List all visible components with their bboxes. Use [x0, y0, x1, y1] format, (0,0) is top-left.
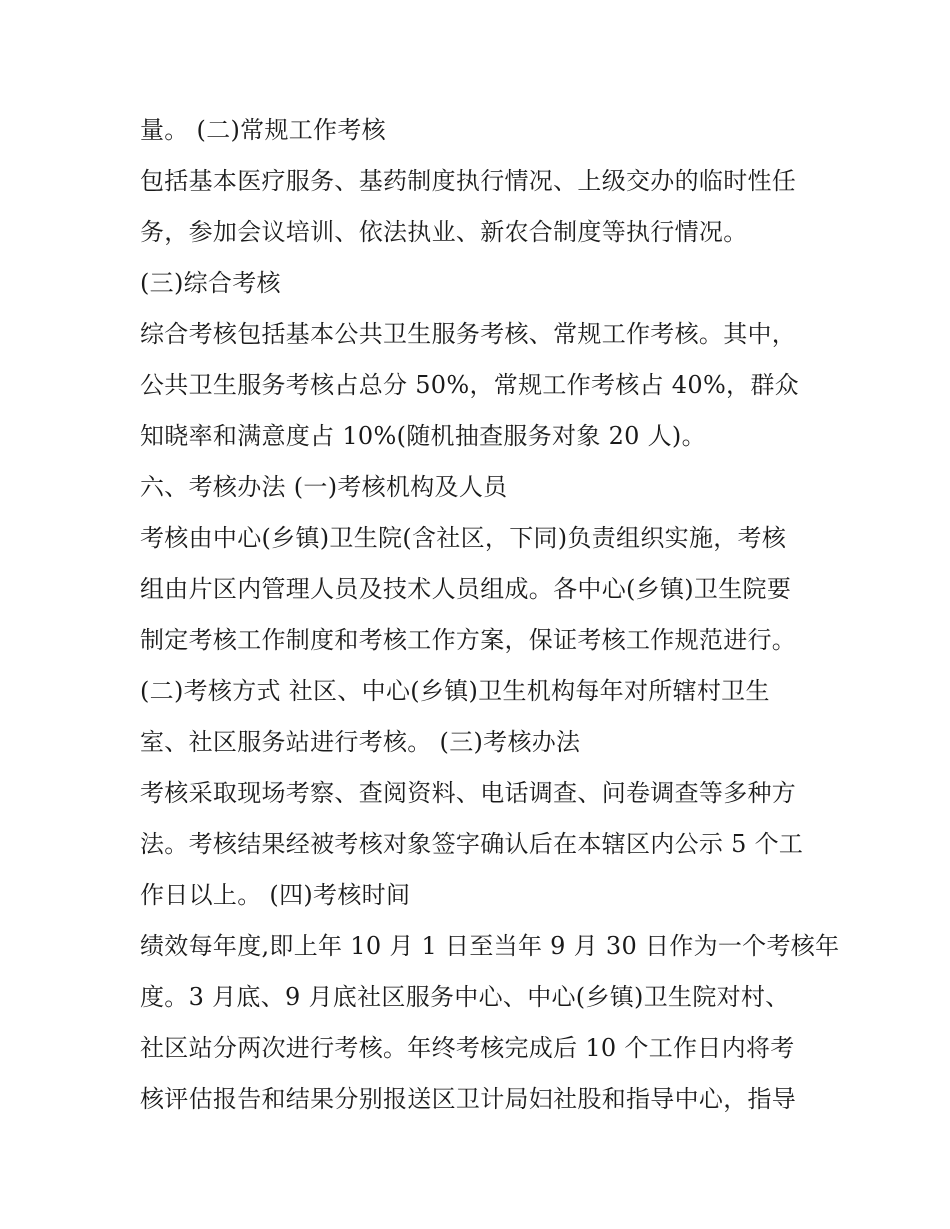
text-line: 知晓率和满意度占 10%(随机抽查服务对象 20 人)。: [140, 422, 706, 450]
text-line: 组由片区内管理人员及技术人员组成。各中心(乡镇)卫生院要: [140, 575, 792, 603]
text-line: 综合考核包括基本公共卫生服务考核、常规工作考核。其中，: [140, 320, 797, 348]
text-line: 制定考核工作制度和考核工作方案，保证考核工作规范进行。: [140, 626, 797, 654]
text-line: (二)考核方式 社区、中心(乡镇)卫生机构每年对所辖村卫生: [140, 677, 770, 705]
text-line: (三)综合考核: [140, 269, 281, 297]
text-line: 法。考核结果经被考核对象签字确认后在本辖区内公示 5 个工: [140, 830, 804, 858]
text-line: 六、考核办法 (一)考核机构及人员: [140, 473, 508, 501]
text-line: 社区站分两次进行考核。年终考核完成后 10 个工作日内将考: [140, 1034, 795, 1062]
text-line: 考核由中心(乡镇)卫生院(含社区，下同)负责组织实施，考核: [140, 524, 787, 552]
text-line: 包括基本医疗服务、基药制度执行情况、上级交办的临时性任: [140, 167, 797, 195]
text-line: 度。3 月底、9 月底社区服务中心、中心(乡镇)卫生院对村、: [140, 983, 790, 1011]
text-line: 核评估报告和结果分别报送区卫计局妇社股和指导中心，指导: [140, 1085, 797, 1113]
text-line: 作日以上。 (四)考核时间: [140, 881, 411, 909]
text-line: 务，参加会议培训、依法执业、新农合制度等执行情况。: [140, 218, 748, 246]
text-line: 绩效每年度,即上年 10 月 1 日至当年 9 月 30 日作为一个考核年: [140, 932, 840, 960]
text-line: 室、社区服务站进行考核。 (三)考核办法: [140, 728, 581, 756]
text-line: 公共卫生服务考核占总分 50%，常规工作考核占 40%，群众: [140, 371, 799, 399]
text-line: 考核采取现场考察、查阅资料、电话调查、问卷调查等多种方: [140, 779, 797, 807]
document-body: [140, 111, 840, 1131]
text-line: 量。 (二)常规工作考核: [140, 116, 386, 144]
